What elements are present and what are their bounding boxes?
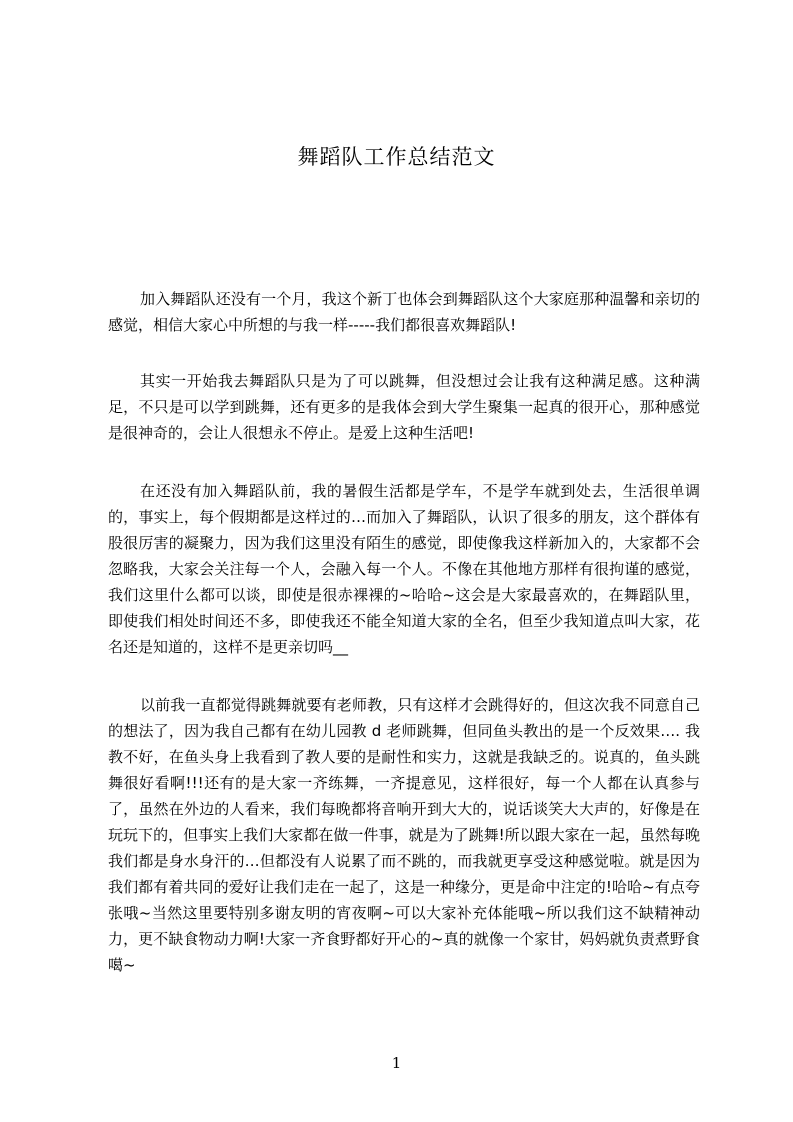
- page-number: 1: [391, 1054, 402, 1072]
- paragraph-1: 加入舞蹈队还没有一个月，我这个新丁也体会到舞蹈队这个大家庭那种温馨和亲切的感觉，相信大家心中所想的与我一样-----我们都很喜欢舞蹈队!: [108, 290, 700, 334]
- paragraph-4: 以前我一直都觉得跳舞就要有老师教，只有这样才会跳得好的，但这次我不同意自己的想法了，因为我自己都有在幼儿园教 d 老师跳舞，但同鱼头教出的是一个反效果…. 我教不好，在鱼头身上我看到了教人要的是耐性和实力，这就是我缺乏的。说真的，鱼头跳舞很好看啊!!!还有的是大家一齐练舞，一齐提意见，这样很好，每一个人都在认真参与了，虽然在外边的人看来，我们每晚都将音响开到大大的，说话谈笑大大声的，好像是在玩玩下的，但事实上我们大家都在做一件事，就是为了跳舞!所以跟大家在一起，虽然每晚我们都是身水身汗的…但都没有人说累了而不跳的，而我就更享受这种感觉啦。就是因为我们都有着共同的爱好让我们走在一起了，这是一种缘分，更是命中注定的!哈哈~有点夸张哦~当然这里要特别多谢友明的宵夜啊~可以大家补充体能哦~所以我们这不缺精神动力，更不缺食物动力啊!大家一齐食野都好开心的~真的就像一个家甘，妈妈就负责煮野食噶~: [108, 696, 700, 974]
- document-body: [108, 286, 700, 1006]
- paragraph-2: 其实一开始我去舞蹈队只是为了可以跳舞，但没想过会让我有这种满足感。这种满足，不只是可以学到跳舞，还有更多的是我体会到大学生聚集一起真的很开心，那种感觉是很神奇的，会让人很想永不停止。是爱上这种生活吧!: [108, 372, 700, 442]
- paragraph-3: 在还没有加入舞蹈队前，我的暑假生活都是学车，不是学车就到处去，生活很单调的，事实上，每个假期都是这样过的…而加入了舞蹈队，认识了很多的朋友，这个群体有股很厉害的凝聚力，因为我们这里没有陌生的感觉，即使像我这样新加入的，大家都不会忽略我，大家会关注每一个人，会融入每一个人。不像在其他地方那样有很拘谨的感觉，我们这里什么都可以谈，即使是很赤裸裸的~哈哈~这会是大家最喜欢的，在舞蹈队里，即使我们相处时间还不多，即使我还不能全知道大家的全名，但至少我知道点叫大家，花名还是知道的，这样不是更亲切吗__: [108, 482, 700, 656]
- document-title: 舞蹈队工作总结范文: [297, 145, 496, 169]
